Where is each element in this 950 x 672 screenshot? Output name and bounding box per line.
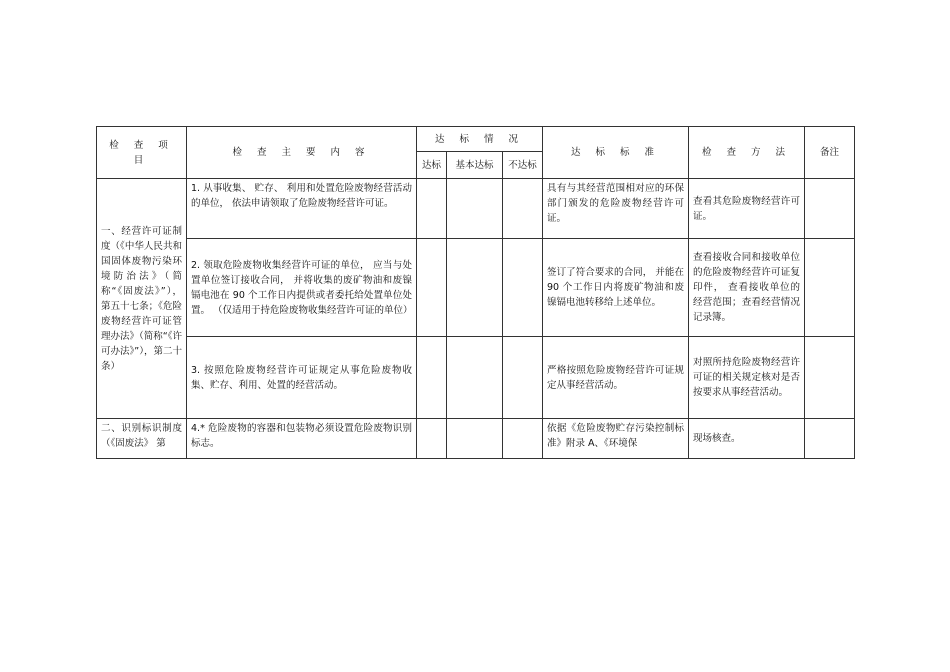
method-cell: 查看接收合同和接收单位的危险废物经营许可证复印件， 查看接收单位的经营范围；查看经营情况记录簿。 — [689, 239, 805, 337]
method-cell: 查看其危险废物经营许可证。 — [689, 179, 805, 239]
method-cell: 对照所持危险废物经营许可证的相关规定核对是否按要求从事经营活动。 — [689, 337, 805, 419]
status-basic-cell[interactable] — [447, 179, 503, 239]
status-pass-cell[interactable] — [417, 419, 447, 459]
status-pass-cell[interactable] — [417, 179, 447, 239]
standard-cell: 签订了符合要求的合同， 并能在 90 个工作日内将废矿物油和废镍镉电池转移给上述单位。 — [543, 239, 689, 337]
header-item: 检 查 项 目 — [97, 127, 187, 179]
remark-cell[interactable] — [805, 419, 855, 459]
status-basic-cell[interactable] — [447, 337, 503, 419]
status-pass-cell[interactable] — [417, 239, 447, 337]
content-cell: 2. 领取危险废物收集经营许可证的单位， 应当与处置单位签订接收合同， 并将收集的废矿物油和废镍镉电池在 90 个工作日内提供或者委托给处置单位处置。 （仅适用于持危险废物收集经营许可证的单位） — [187, 239, 417, 337]
status-fail-cell[interactable] — [503, 239, 543, 337]
section-item-label: 二、识别标识制度（《固废法》 第 — [97, 419, 187, 459]
standard-cell: 具有与其经营范围相对应的环保部门颁发的危险废物经营许可证。 — [543, 179, 689, 239]
content-cell: 3. 按照危险废物经营许可证规定从事危险废物收集、贮存、利用、处置的经营活动。 — [187, 337, 417, 419]
method-cell: 现场核查。 — [689, 419, 805, 459]
status-pass-cell[interactable] — [417, 337, 447, 419]
header-method: 检 查 方 法 — [689, 127, 805, 179]
status-fail-cell[interactable] — [503, 337, 543, 419]
standard-cell: 依据《危险废物贮存污染控制标准》附录 A、《环境保 — [543, 419, 689, 459]
section-item-license: 一、经营许可证制度（《中华人民共和国固体废物污染环境防治法》（简称“《固废法》”），第五十七条；《危险废物经营许可证管理办法》（简称“《许可办法》”），第二十条） — [97, 179, 187, 419]
header-content: 检 查 主 要 内 容 — [187, 127, 417, 179]
remark-cell[interactable] — [805, 337, 855, 419]
content-cell: 1. 从事收集、 贮存、 利用和处置危险废物经营活动的单位， 依法申请领取了危险废物经营许可证。 — [187, 179, 417, 239]
header-standard: 达 标 标 准 — [543, 127, 689, 179]
inspection-table — [96, 126, 855, 459]
header-status: 达 标 情 况 — [417, 127, 543, 152]
status-fail-cell[interactable] — [503, 179, 543, 239]
status-basic-cell[interactable] — [447, 419, 503, 459]
remark-cell[interactable] — [805, 179, 855, 239]
remark-cell[interactable] — [805, 239, 855, 337]
header-status-pass: 达标 — [417, 152, 447, 179]
status-fail-cell[interactable] — [503, 419, 543, 459]
status-basic-cell[interactable] — [447, 239, 503, 337]
content-cell: 4.* 危险废物的容器和包装物必须设置危险废物识别标志。 — [187, 419, 417, 459]
header-status-basic: 基本达标 — [447, 152, 503, 179]
header-status-fail: 不达标 — [503, 152, 543, 179]
header-remark: 备注 — [805, 127, 855, 179]
standard-cell: 严格按照危险废物经营许可证规定从事经营活动。 — [543, 337, 689, 419]
